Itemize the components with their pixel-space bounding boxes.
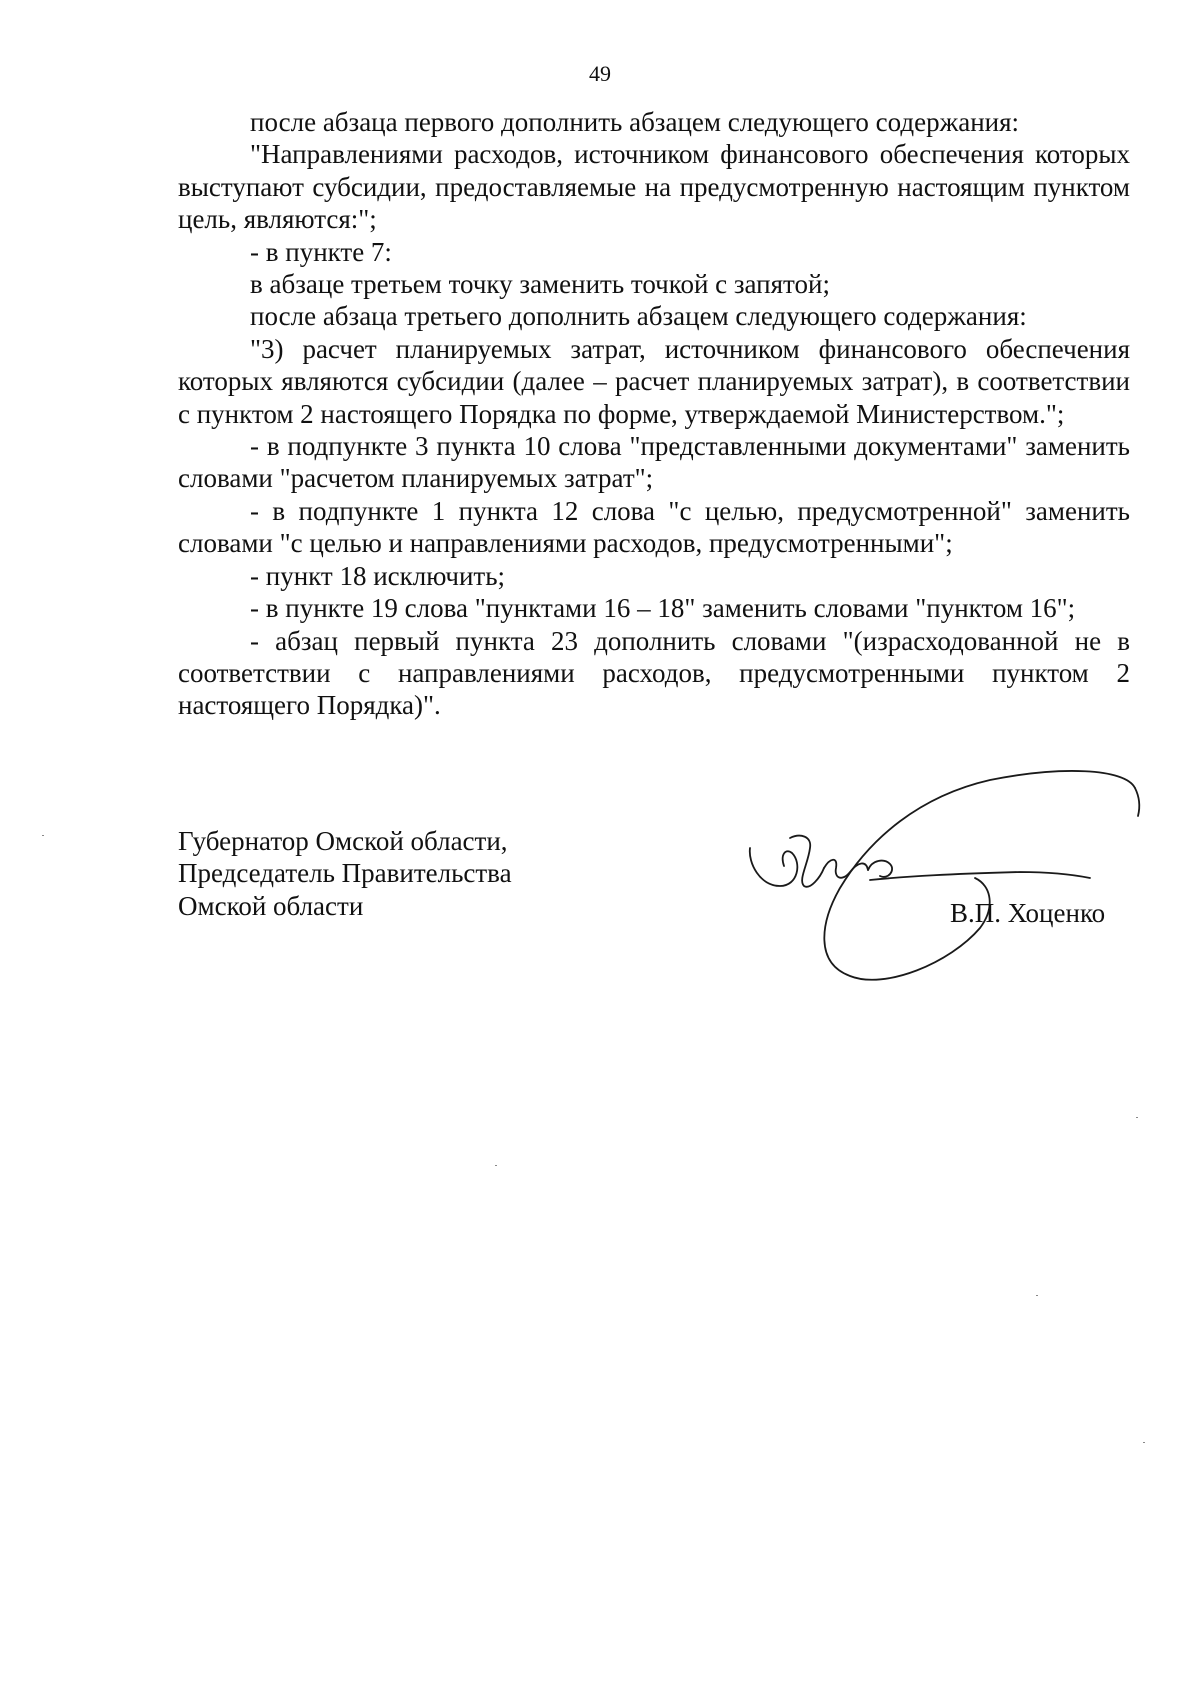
paragraph: - абзац первый пункта 23 дополнить словами "(израсходованной не в соответствии с направлениями расходов, предусмотренными пунктом 2 настоящего Порядка)". — [178, 625, 1130, 721]
paragraph: - пункт 18 исключить; — [250, 560, 506, 591]
paragraph: - в пункте 19 слова "пунктами 16 – 18" заменить словами "пунктом 16"; — [250, 593, 1076, 624]
signatory-title-line: Председатель Правительства — [178, 858, 512, 889]
scan-speck — [1036, 1295, 1038, 1296]
paragraph: "Направлениями расходов, источником финансового обеспечения которых выступают субсидии, предоставляемые на предусмотренную настоящим пунктом цель, являются:"; — [178, 139, 1130, 235]
page-number: 49 — [589, 61, 611, 86]
paragraph: в абзаце третьем точку заменить точкой с запятой; — [250, 269, 830, 300]
signatory-title-line: Омской области — [178, 890, 364, 921]
scan-speck — [42, 835, 44, 836]
scan-speck — [495, 1165, 497, 1166]
signatory-title — [178, 825, 512, 922]
paragraph: - в пункте 7: — [250, 236, 392, 267]
scan-speck — [1143, 1442, 1145, 1443]
paragraph: - в подпункте 1 пункта 12 слова "с целью, предусмотренной" заменить словами "с целью и направлениями расходов, предусмотренными"; — [178, 495, 1130, 559]
scan-speck — [1136, 1117, 1138, 1118]
paragraph: "3) расчет планируемых затрат, источником финансового обеспечения которых являются субсидии (далее – расчет планируемых затрат), в соответствии с пунктом 2 настоящего Порядка по форме, утверждаемой Министерством."; — [178, 333, 1130, 429]
signatory-title-line: Губернатор Омской области, — [178, 826, 508, 856]
paragraph: после абзаца первого дополнить абзацем следующего содержания: — [250, 107, 1020, 137]
paragraph: - в подпункте 3 пункта 10 слова "представленными документами" заменить словами "расчетом планируемых затрат"; — [178, 431, 1130, 494]
paragraph: после абзаца третьего дополнить абзацем следующего содержания: — [250, 301, 1027, 332]
document-body — [178, 106, 1130, 722]
handwritten-signature — [720, 768, 1150, 998]
signatory-name: В.П. Хоценко — [950, 898, 1106, 928]
